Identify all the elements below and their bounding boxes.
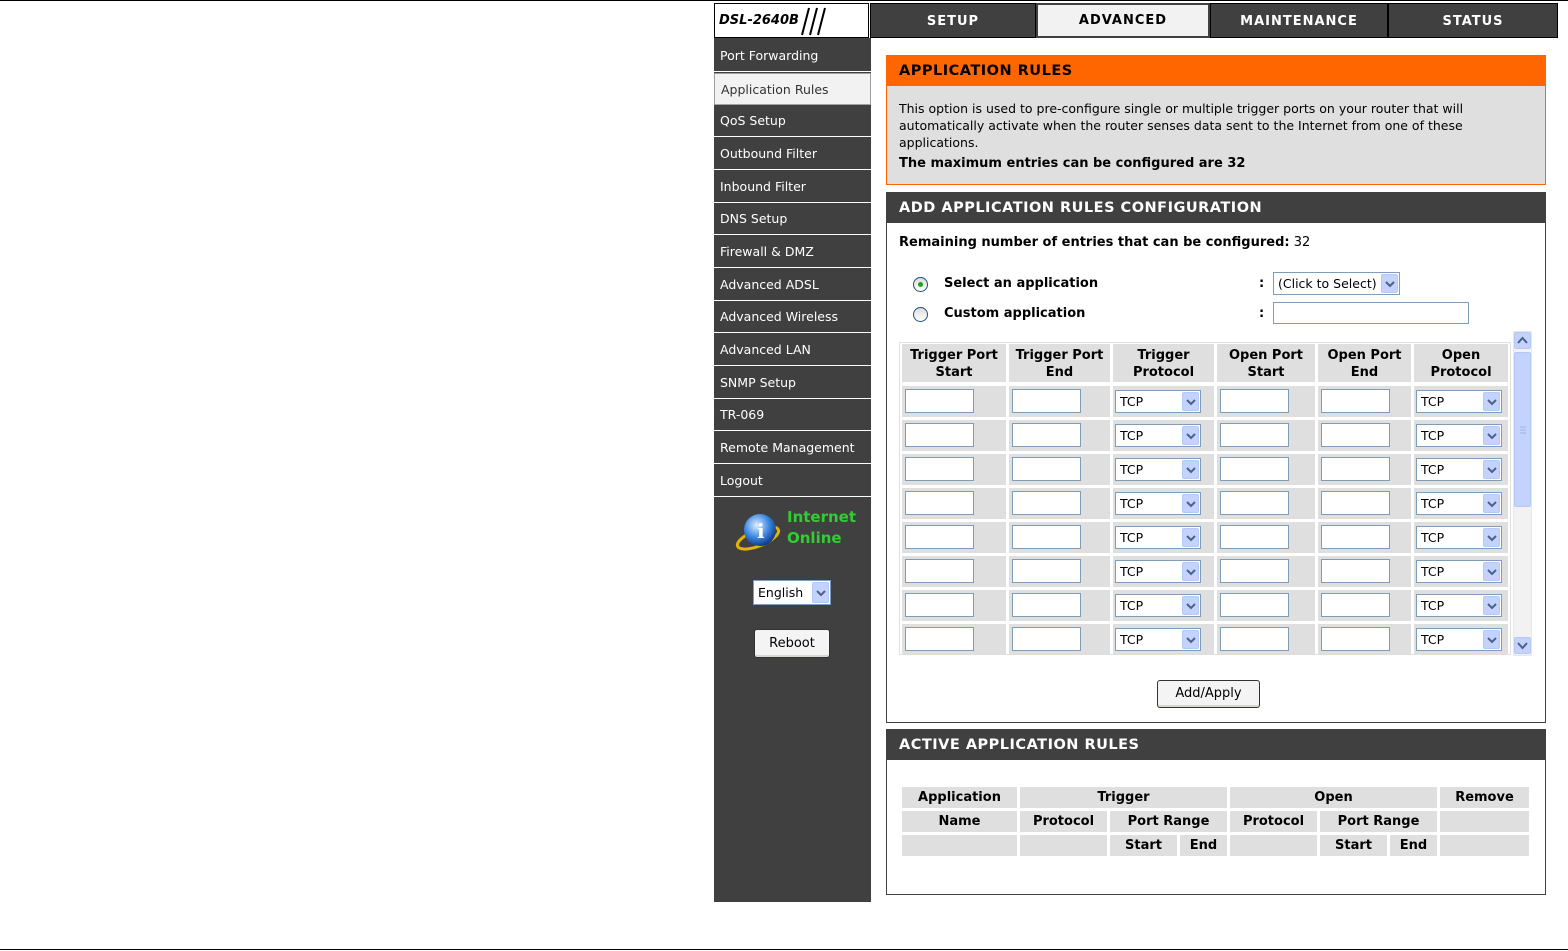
sidebar-item-tr-069[interactable]: TR-069 — [714, 399, 871, 431]
chevron-down-icon[interactable] — [1381, 274, 1398, 293]
col-name-blank — [902, 835, 1017, 856]
column-header-open-port-start: Open Port Start — [1217, 344, 1315, 382]
model-name: DSL-2640B — [719, 13, 799, 28]
trigger-protocol-select[interactable]: TCP — [1115, 458, 1201, 481]
open-protocol-select[interactable]: TCP — [1416, 424, 1502, 447]
trigger-protocol-select[interactable]: TCP — [1115, 560, 1201, 583]
trigger-protocol-select[interactable]: TCP — [1115, 492, 1201, 515]
sidebar-item-remote-management[interactable]: Remote Management — [714, 432, 871, 464]
application-rules-title: APPLICATION RULES — [887, 56, 1545, 86]
trigger-port-start-input[interactable] — [905, 525, 974, 549]
open-protocol-select[interactable]: TCP — [1416, 594, 1502, 617]
tab-status[interactable]: STATUS — [1388, 3, 1558, 38]
sidebar-item-qos-setup[interactable]: QoS Setup — [714, 105, 871, 137]
open-port-start-input[interactable] — [1220, 389, 1289, 413]
active-rules-title: ACTIVE APPLICATION RULES — [887, 730, 1545, 760]
open-protocol-select[interactable]: TCP — [1416, 560, 1502, 583]
open-port-end-input[interactable] — [1321, 593, 1390, 617]
col-open: Open — [1230, 787, 1437, 808]
application-rules-panel — [886, 55, 1546, 185]
chevron-down-icon[interactable] — [1182, 562, 1199, 581]
open-protocol-select[interactable]: TCP — [1416, 458, 1502, 481]
open-protocol-select[interactable]: TCP — [1416, 492, 1502, 515]
tab-advanced[interactable]: ADVANCED — [1036, 3, 1210, 38]
chevron-down-icon[interactable] — [1483, 392, 1500, 411]
trigger-port-end-input[interactable] — [1012, 389, 1081, 413]
chevron-down-icon[interactable] — [1182, 392, 1199, 411]
trigger-port-end-input[interactable] — [1012, 423, 1081, 447]
col-open-protocol: Protocol — [1230, 811, 1317, 832]
chevron-down-icon[interactable] — [1483, 528, 1500, 547]
internet-status-text: Internet Online — [787, 508, 857, 547]
chevron-down-icon[interactable] — [1483, 596, 1500, 615]
application-select[interactable]: (Click to Select) — [1273, 272, 1400, 295]
col-trigger-port-range: Port Range — [1110, 811, 1227, 832]
col-trigger-protocol-blank — [1020, 835, 1107, 856]
open-protocol-select[interactable]: TCP — [1416, 526, 1502, 549]
chevron-down-icon[interactable] — [1182, 528, 1199, 547]
chevron-down-icon[interactable] — [1483, 426, 1500, 445]
col-remove-blank-2 — [1440, 835, 1529, 856]
col-name: Name — [902, 811, 1017, 832]
trigger-protocol-select[interactable]: TCP — [1115, 390, 1201, 413]
custom-application-radio[interactable] — [913, 307, 928, 322]
col-open-port-range: Port Range — [1320, 811, 1437, 832]
svg-text:i: i — [757, 519, 765, 543]
col-trigger-protocol: Protocol — [1020, 811, 1107, 832]
chevron-down-icon[interactable] — [812, 582, 829, 603]
reboot-button[interactable]: Reboot — [754, 629, 830, 658]
trigger-port-end-input[interactable] — [1012, 627, 1081, 651]
scroll-thumb[interactable] — [1514, 352, 1531, 507]
trigger-port-start-input[interactable] — [905, 559, 974, 583]
application-rules-description: This option is used to pre-configure single or multiple trigger ports on your router that will automatically activate when the router senses data sent to the Internet from one of these applications. — [899, 101, 1464, 150]
add-config-title: ADD APPLICATION RULES CONFIGURATION — [887, 193, 1545, 223]
col-open-protocol-blank — [1230, 835, 1317, 856]
model-logo — [714, 3, 869, 38]
column-header-open-protocol: Open Protocol — [1414, 344, 1508, 382]
custom-application-label: Custom application — [944, 306, 1086, 321]
trigger-port-start-input[interactable] — [905, 457, 974, 481]
open-port-start-input[interactable] — [1220, 525, 1289, 549]
select-application-colon: : — [1259, 276, 1265, 291]
trigger-port-start-input[interactable] — [905, 627, 974, 651]
scroll-up-button[interactable] — [1514, 332, 1531, 349]
sidebar-item-advanced-wireless[interactable]: Advanced Wireless — [714, 301, 871, 333]
internet-status — [734, 507, 864, 559]
column-header-open-port-end: Open Port End — [1318, 344, 1411, 382]
column-header-trigger-port-start: Trigger Port Start — [902, 344, 1006, 382]
trigger-protocol-select[interactable]: TCP — [1115, 628, 1201, 651]
trigger-protocol-select[interactable]: TCP — [1115, 424, 1201, 447]
sidebar-item-dns-setup[interactable]: DNS Setup — [714, 203, 871, 235]
sidebar-item-logout[interactable]: Logout — [714, 465, 871, 497]
custom-application-input[interactable] — [1273, 302, 1469, 324]
tab-maintenance[interactable]: MAINTENANCE — [1210, 3, 1388, 38]
sidebar-item-advanced-adsl[interactable]: Advanced ADSL — [714, 269, 871, 301]
scroll-down-button[interactable] — [1514, 637, 1531, 654]
top-rule — [0, 0, 1568, 1]
slash-logo-icon — [799, 6, 829, 36]
open-port-end-input[interactable] — [1321, 627, 1390, 651]
grip-icon — [1515, 353, 1530, 508]
select-application-label: Select an application — [944, 276, 1099, 291]
max-entries-text: The maximum entries can be configured are 32 — [899, 156, 1246, 171]
trigger-port-start-input[interactable] — [905, 491, 974, 515]
trigger-port-start-input[interactable] — [905, 389, 974, 413]
open-port-start-input[interactable] — [1220, 593, 1289, 617]
chevron-down-icon[interactable] — [1483, 630, 1500, 649]
open-port-start-input[interactable] — [1220, 627, 1289, 651]
col-trigger-end: End — [1180, 835, 1227, 856]
open-port-end-input[interactable] — [1321, 491, 1390, 515]
open-protocol-select[interactable]: TCP — [1416, 390, 1502, 413]
chevron-down-icon[interactable] — [1182, 494, 1199, 513]
chevron-down-icon[interactable] — [1483, 494, 1500, 513]
info-globe-icon — [734, 510, 784, 556]
sidebar-item-port-forwarding[interactable]: Port Forwarding — [714, 40, 871, 72]
select-application-radio[interactable] — [913, 277, 928, 292]
tab-setup[interactable]: SETUP — [870, 3, 1036, 38]
col-trigger-start: Start — [1110, 835, 1177, 856]
trigger-port-end-input[interactable] — [1012, 559, 1081, 583]
col-open-start: Start — [1320, 835, 1387, 856]
open-port-start-input[interactable] — [1220, 457, 1289, 481]
sidebar-item-firewall-dmz[interactable]: Firewall & DMZ — [714, 236, 871, 268]
open-port-end-input[interactable] — [1321, 423, 1390, 447]
col-application: Application — [902, 787, 1017, 808]
top-header — [714, 3, 1558, 38]
sidebar-item-advanced-lan[interactable]: Advanced LAN — [714, 334, 871, 366]
col-trigger: Trigger — [1020, 787, 1227, 808]
chevron-down-icon — [1515, 638, 1530, 653]
chevron-down-icon[interactable] — [1182, 426, 1199, 445]
bottom-rule — [0, 949, 1568, 950]
column-header-trigger-protocol: Trigger Protocol — [1113, 344, 1214, 382]
sidebar-item-snmp-setup[interactable]: SNMP Setup — [714, 367, 871, 399]
open-port-end-input[interactable] — [1321, 525, 1390, 549]
trigger-protocol-select[interactable]: TCP — [1115, 526, 1201, 549]
table-scrollbar[interactable] — [1513, 331, 1532, 656]
chevron-down-icon[interactable] — [1182, 630, 1199, 649]
trigger-port-end-input[interactable] — [1012, 525, 1081, 549]
col-open-end: End — [1390, 835, 1437, 856]
col-remove-blank — [1440, 811, 1529, 832]
trigger-port-end-input[interactable] — [1012, 457, 1081, 481]
trigger-port-start-input[interactable] — [905, 423, 974, 447]
column-header-trigger-port-end: Trigger Port End — [1009, 344, 1110, 382]
trigger-port-start-input[interactable] — [905, 593, 974, 617]
sidebar-item-application-rules[interactable]: Application Rules — [714, 73, 871, 105]
open-port-start-input[interactable] — [1220, 491, 1289, 515]
chevron-up-icon — [1515, 333, 1530, 348]
chevron-down-icon[interactable] — [1483, 562, 1500, 581]
sidebar — [714, 38, 871, 902]
sidebar-item-outbound-filter[interactable]: Outbound Filter — [714, 138, 871, 170]
trigger-port-end-input[interactable] — [1012, 593, 1081, 617]
custom-application-colon: : — [1259, 306, 1265, 321]
chevron-down-icon[interactable] — [1483, 460, 1500, 479]
open-port-start-input[interactable] — [1220, 559, 1289, 583]
col-remove: Remove — [1440, 787, 1529, 808]
open-protocol-select[interactable]: TCP — [1416, 628, 1502, 651]
remaining-entries-value: 32 — [1293, 235, 1311, 250]
open-port-end-input[interactable] — [1321, 457, 1390, 481]
language-select[interactable]: English — [753, 580, 831, 605]
open-port-end-input[interactable] — [1321, 389, 1390, 413]
add-apply-button[interactable]: Add/Apply — [1157, 680, 1260, 708]
sidebar-item-inbound-filter[interactable]: Inbound Filter — [714, 171, 871, 203]
trigger-protocol-select[interactable]: TCP — [1115, 594, 1201, 617]
chevron-down-icon[interactable] — [1182, 596, 1199, 615]
trigger-port-end-input[interactable] — [1012, 491, 1081, 515]
open-port-end-input[interactable] — [1321, 559, 1390, 583]
open-port-start-input[interactable] — [1220, 423, 1289, 447]
chevron-down-icon[interactable] — [1182, 460, 1199, 479]
remaining-entries: Remaining number of entries that can be configured: 32 — [899, 235, 1311, 250]
